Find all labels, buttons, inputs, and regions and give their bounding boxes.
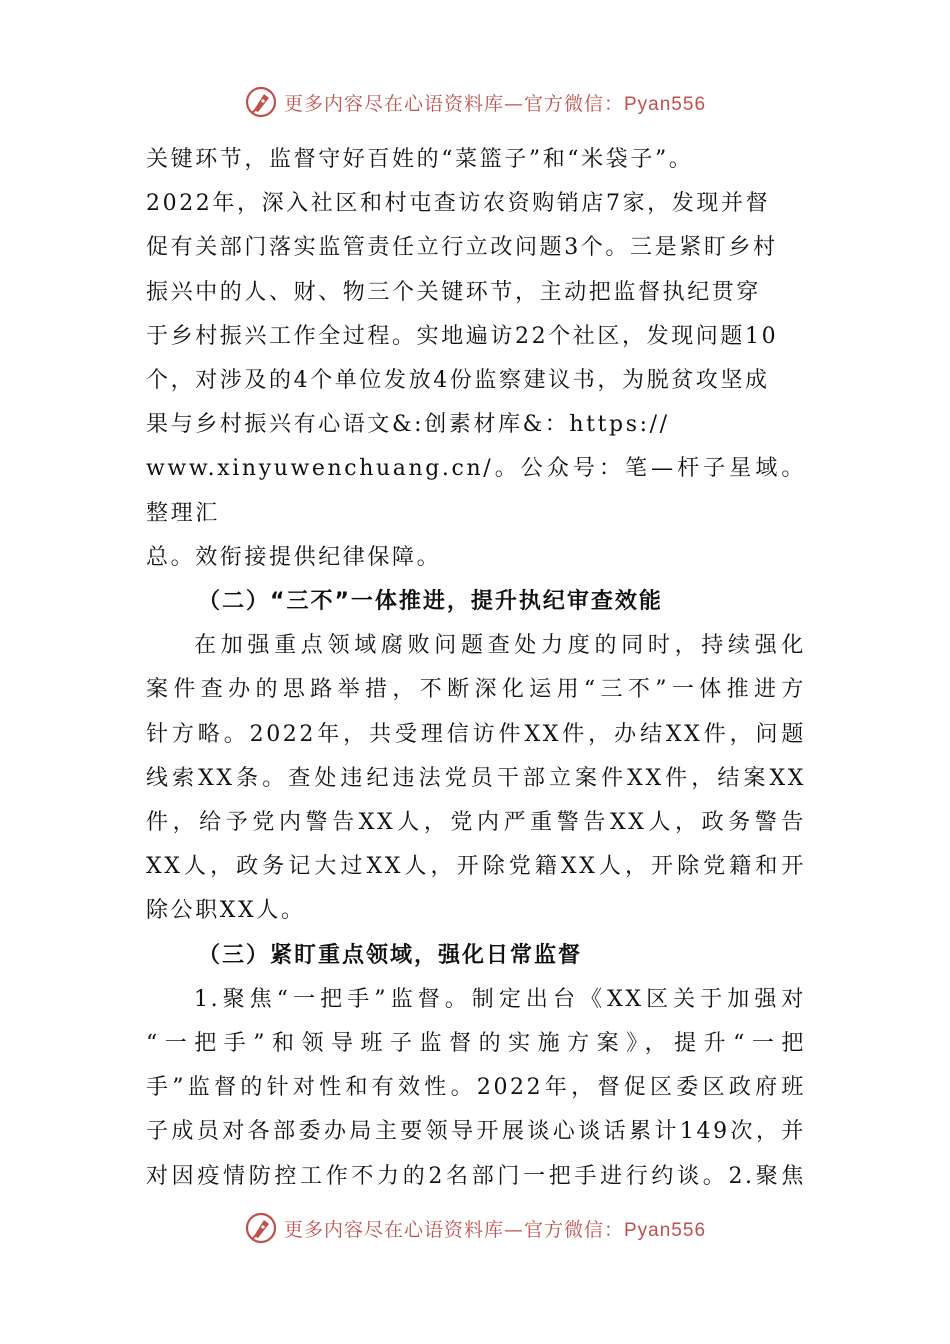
header-banner-text: 更多内容尽在心语资料库—官方微信：Pyan556	[283, 92, 707, 115]
text-line: 案件查办的思路举措，不断深化运用“三不”一体推进方	[146, 677, 806, 703]
text-line: 子成员对各部委办局主要领导开展谈心谈话累计149次，并	[146, 1119, 806, 1145]
paragraph-1	[146, 138, 806, 580]
text-line: 个，对涉及的4个单位发放4份监察建议书，为脱贫攻坚成	[146, 368, 770, 394]
text-line: 在加强重点领域腐败问题查处力度的同时，持续强化	[194, 633, 806, 659]
document-body	[146, 138, 806, 1199]
text-line: www.xinyuwenchuang.cn/。公众号：笔—杆子星域。整理汇	[146, 456, 806, 526]
text-line: 总。效衔接提供纪律保障。	[146, 544, 442, 570]
section-heading-3: （三）紧盯重点领域，强化日常监督	[198, 942, 583, 968]
text-line: 针方略。2022年，共受理信访件XX件，办结XX件，问题	[146, 721, 806, 747]
text-line: 促有关部门落实监管责任立行立改问题3个。三是紧盯乡村	[146, 235, 778, 261]
text-line: XX人，政务记大过XX人，开除党籍XX人，开除党籍和开	[146, 854, 806, 880]
footer-wechat-id: Pyan556	[624, 1219, 707, 1241]
header-wechat-id: Pyan556	[624, 93, 707, 115]
text-line: 果与乡村振兴有心语文&:创素材库&：https://	[146, 412, 670, 438]
text-line: 对因疫情防控工作不力的2名部门一把手进行约谈。2.聚焦	[146, 1163, 806, 1189]
text-line: 1.聚焦“一把手”监督。制定出台《XX区关于加强对	[194, 986, 806, 1012]
text-line: 线索XX条。查处违纪违法党员干部立案件XX件，结案XX	[146, 765, 806, 791]
pen-nib-logo-icon	[244, 85, 278, 119]
pen-nib-logo-icon	[244, 1211, 278, 1245]
text-line: 2022年，深入社区和村屯查访农资购销店7家，发现并督	[146, 191, 771, 217]
paragraph-2	[146, 624, 806, 933]
text-line: 于乡村振兴工作全过程。实地遍访22个社区，发现问题10	[146, 323, 779, 349]
header-banner	[0, 82, 950, 122]
text-line: 除公职XX人。	[146, 898, 306, 924]
text-line: 手”监督的针对性和有效性。2022年，督促区委区政府班	[146, 1075, 806, 1101]
text-line: 件，给予党内警告XX人，党内严重警告XX人，政务警告	[146, 810, 806, 836]
footer-banner-text: 更多内容尽在心语资料库—官方微信：Pyan556	[283, 1218, 707, 1241]
footer-banner	[0, 1208, 950, 1248]
text-line: 振兴中的人、财、物三个关键环节，主动把监督执纪贯穿	[146, 279, 762, 305]
text-line: 关键环节，监督守好百姓的“菜篮子”和“米袋子”。	[146, 147, 694, 172]
section-heading-2: （二）“三不”一体推进，提升执纪审查效能	[198, 589, 663, 615]
paragraph-3	[146, 978, 806, 1199]
text-line: “一把手”和领导班子监督的实施方案》，提升“一把	[146, 1031, 806, 1057]
